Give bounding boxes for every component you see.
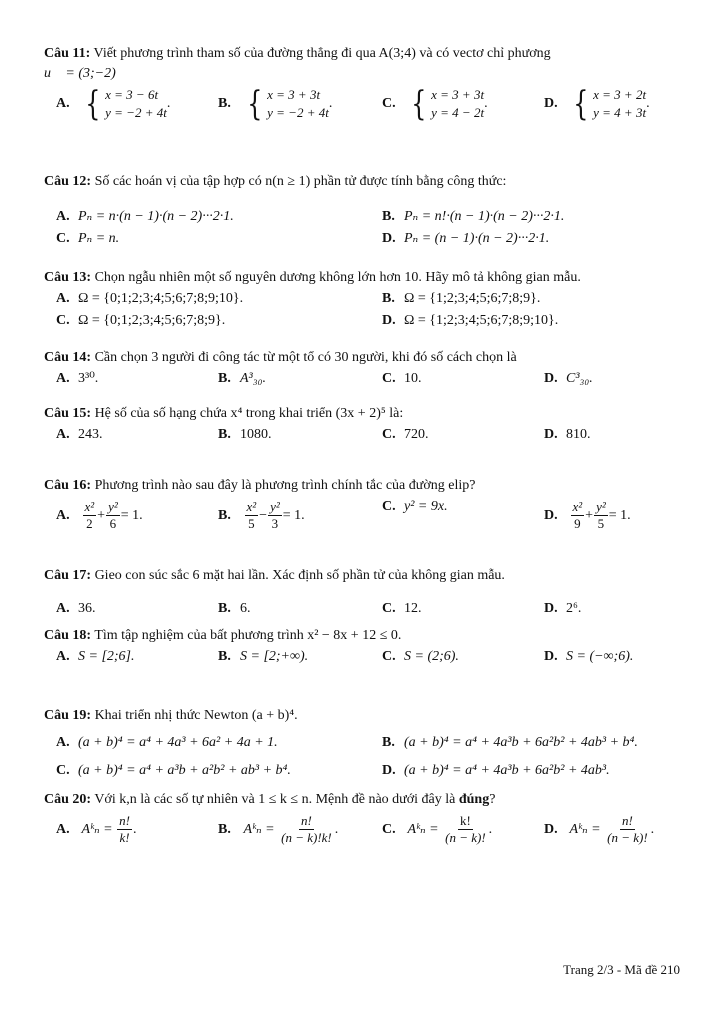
question-number: Câu 19: <box>44 708 92 723</box>
page-footer: Trang 2/3 - Mã đề 210 <box>563 962 680 977</box>
option-c: C. 12. <box>382 601 422 616</box>
option-d: D. { x = 3 + 2t y = 4 + 3t . <box>544 84 650 124</box>
option-c: C. (a + b)⁴ = a⁴ + a³b + a²b² + ab³ + b⁴. <box>56 763 291 778</box>
question-19 <box>44 706 684 788</box>
option-b: B. 1080. <box>218 427 272 442</box>
question-stem-cont: u⃗ = (3;−2) <box>44 66 116 81</box>
option-b: B. 6. <box>218 601 251 616</box>
question-number: Câu 11: <box>44 46 91 61</box>
option-b: B. S = [2;+∞). <box>218 649 309 664</box>
option-d: D. 2⁶. <box>544 601 582 616</box>
question-stem-emphasis: đúng <box>458 792 490 807</box>
option-d: D. Ω = {1;2;3;4;5;6;7;8;9;10}. <box>382 313 559 328</box>
question-20: Câu 20: Với k,n là các số tự nhiên và 1 ≤ k ≤ n. Mệnh đề nào dưới đây là đúng? A. Aᵏₙ = $\frac{n!}{k!}$ . B. Aᵏₙ = $\frac{n!}{(n - k)!k!}$ . C. Aᵏₙ = $\frac{k!}{(n - k)!}$ . D. Aᵏₙ = $\frac{n!}{(n - k)!}$ . <box>44 790 684 850</box>
option-b: B. Aᵏₙ = $\frac{n!}{(n - k)!k!}$ . <box>218 813 339 846</box>
option-a: A. 243. <box>56 427 103 442</box>
question-number: Câu 17: <box>44 568 92 583</box>
option-b: B. A³₃₀. <box>218 371 266 386</box>
option-c: C. Ω = {0;1;2;3;4;5;6;7;8;9}. <box>56 313 226 328</box>
option-d: D. $\frac{\text{x²}}{9}$ + $\frac{\text{y²}}{5}$ = 1. <box>544 499 631 532</box>
question-number: Câu 12: <box>44 174 92 189</box>
option-c: C. Pₙ = n. <box>56 231 120 246</box>
option-b: B. Pₙ = n!·(n − 1)·(n − 2)···2·1. <box>382 209 565 224</box>
question-number: Câu 20: <box>44 792 92 807</box>
option-b: B. (a + b)⁴ = a⁴ + 4a³b + 6a²b² + 4ab³ + b⁴. <box>382 735 638 750</box>
option-b: B. Ω = {1;2;3;4;5;6;7;8;9}. <box>382 291 541 306</box>
question-17 <box>44 566 684 620</box>
option-d: D. C³₃₀. <box>544 371 593 386</box>
option-a: A. S = [2;6]. <box>56 649 135 664</box>
question-number: Câu 15: <box>44 406 92 421</box>
option-d: D. Pₙ = (n − 1)·(n − 2)···2·1. <box>382 231 550 246</box>
option-a: A. 36. <box>56 601 96 616</box>
question-number: Câu 13: <box>44 270 92 285</box>
option-d: D. Aᵏₙ = $\frac{n!}{(n - k)!}$ . <box>544 813 655 846</box>
question-16 <box>44 476 684 536</box>
option-a: A. (a + b)⁴ = a⁴ + 4a³ + 6a² + 4a + 1. <box>56 735 278 750</box>
question-stem: Với k,n là các số tự nhiên và 1 ≤ k ≤ n. Mệnh đề nào dưới đây là <box>94 792 456 807</box>
question-stem: Hệ số của số hạng chứa x⁴ trong khai triển (3x + 2)⁵ là: <box>94 406 404 421</box>
option-c: C. { x = 3 + 3t y = 4 − 2t . <box>382 84 488 124</box>
option-a: A. { x = 3 − 6t y = −2 + 4t . <box>56 84 171 124</box>
question-14 <box>44 348 684 390</box>
question-stem: Số các hoán vị của tập hợp có n(n ≥ 1) phần tử được tính bằng công thức: <box>94 174 507 189</box>
question-stem: Chọn ngẫu nhiên một số nguyên dương không lớn hơn 10. Hãy mô tả không gian mẫu. <box>94 270 581 285</box>
option-d: D. S = (−∞;6). <box>544 649 634 664</box>
option-c: C. y² = 9x. <box>382 499 448 514</box>
option-d: D. 810. <box>544 427 591 442</box>
question-11 <box>44 44 684 130</box>
question-number: Câu 16: <box>44 478 92 493</box>
option-c: C. 720. <box>382 427 429 442</box>
option-d: D. (a + b)⁴ = a⁴ + 4a³b + 6a²b² + 4ab³. <box>382 763 610 778</box>
option-a: A. $\frac{\text{x²}}{2}$ + $\frac{\text{y²}}{6}$ = 1. <box>56 499 143 532</box>
question-stem: Viết phương trình tham số của đường thẳng đi qua A(3;4) và có vectơ chỉ phương <box>93 46 551 61</box>
question-13 <box>44 268 684 332</box>
question-stem: Tìm tập nghiệm của bất phương trình x² − 8x + 12 ≤ 0. <box>94 628 402 643</box>
option-c: C. Aᵏₙ = $\frac{k!}{(n - k)!}$ . <box>382 813 493 846</box>
question-number: Câu 18: <box>44 628 92 643</box>
question-number: Câu 14: <box>44 350 92 365</box>
question-12 <box>44 172 684 250</box>
option-a: A. Pₙ = n·(n − 1)·(n − 2)···2·1. <box>56 209 234 224</box>
question-stem: Gieo con súc sắc 6 mặt hai lần. Xác định số phần tử của không gian mẫu. <box>94 568 505 583</box>
question-stem: Khai triển nhị thức Newton (a + b)⁴. <box>94 708 298 723</box>
option-b: B. { x = 3 + 3t y = −2 + 4t . <box>218 84 333 124</box>
question-stem: Cần chọn 3 người đi công tác từ một tổ có 30 người, khi đó số cách chọn là <box>94 350 517 365</box>
question-stem: Phương trình nào sau đây là phương trình chính tắc của đường elip? <box>94 478 476 493</box>
option-c: C. S = (2;6). <box>382 649 459 664</box>
option-c: C. 10. <box>382 371 422 386</box>
question-15 <box>44 404 684 446</box>
option-a: A. 3³⁰. <box>56 371 99 386</box>
option-a: A. Ω = {0;1;2;3;4;5;6;7;8;9;10}. <box>56 291 244 306</box>
option-a: A. Aᵏₙ = $\frac{n!}{k!}$ . <box>56 813 137 846</box>
question-18 <box>44 626 684 668</box>
option-b: B. $\frac{\text{x²}}{5}$ − $\frac{\text{y²}}{3}$ = 1. <box>218 499 305 532</box>
